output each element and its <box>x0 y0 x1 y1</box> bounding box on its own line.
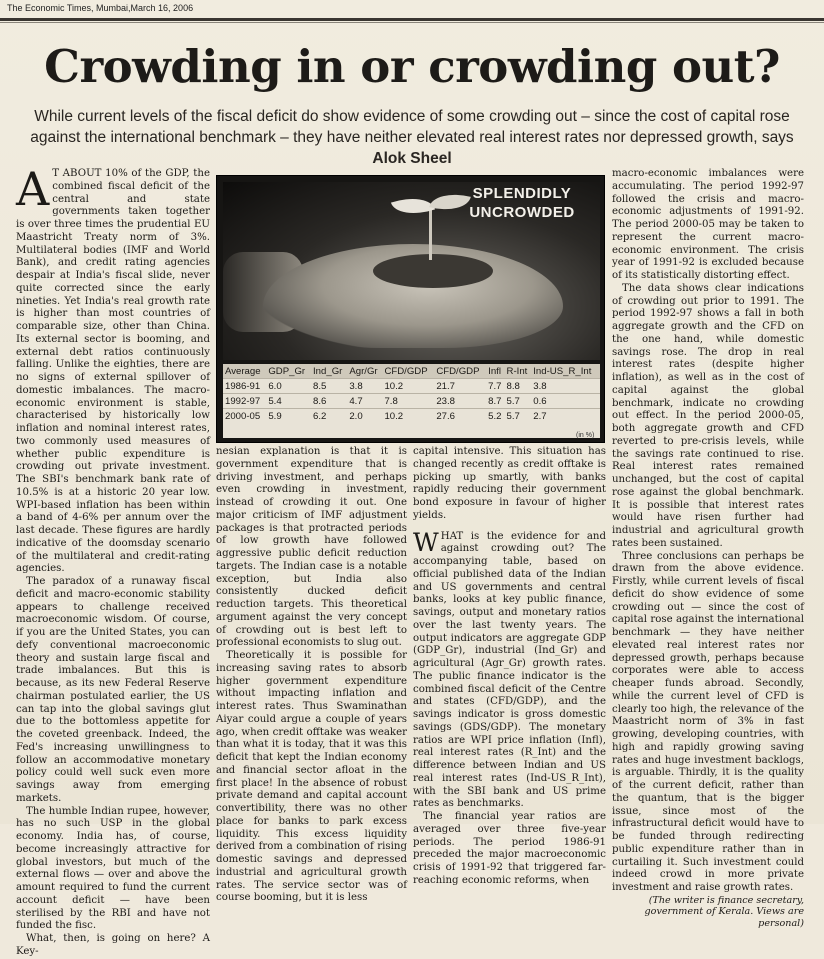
table-cell: 6.2 <box>311 409 347 424</box>
top-rule <box>0 18 824 21</box>
table-header-cell: GDP_Gr <box>266 364 311 379</box>
table-cell: 5.4 <box>266 394 311 409</box>
drop-cap: W <box>413 527 439 557</box>
paragraph: The humble Indian rupee, however, has no such USP in the global economy. India has, of course, become increasingly attractive for global investors, but much of the external flows — over and above the amount required to fund the current account deficit — have been sterilised by the RBI and have not funded the fisc. <box>16 805 210 932</box>
paragraph: The data shows clear indications of crowding out prior to 1991. The period 1992-97 shows a fall in both aggregate growth and the CFD on the one hand, while domestic savings rose. The drop in real interest rates (despite higher inflation), as well as in the cost of capital against the global benchmark, indicate no crowding out effect. In the period 2000-05, both aggregate growth and CFD reverted to pre-crisis levels, while the savings rate continued to rise. Real interest rates remained unchanged, but the cost of capital rose against the global benchmark. It is possible that interest rates would have risen further had industrial and agricultural growth rates been sustained. <box>612 282 804 549</box>
standfirst-text: While current levels of the fiscal deficit do show evidence of some crowding out – since the cost of capital rose against the international benchmark – they have neither elevated real interest rates nor depressed growth, says <box>30 108 794 146</box>
table-cell: 21.7 <box>434 379 486 394</box>
soil-shape <box>373 254 493 288</box>
table-cell: 3.8 <box>531 379 600 394</box>
table-cell: 1992-97 <box>223 394 266 409</box>
article-column-1 <box>16 162 210 959</box>
table-cell: 2.0 <box>347 409 382 424</box>
table-cell: 8.5 <box>311 379 347 394</box>
paragraph: Theoretically it is possible for increasing saving rates to absorb higher government expenditure without impacting inflation and interest rates. Thus Swaminathan Aiyar could argue a couple of years ago, when credit offtake was weaker than what it is today, that it was this deficit that kept the Indian economy and financial sector afloat in the first place! In the absence of robust private demand and capital account convertibility, there was no other place for banks to park excess liquidity. This excess liquidity derived from a combination of rising domestic savings and depressed industrial and agricultural growth rates. The service sector was of course booming, but it is less <box>216 650 407 904</box>
paragraph: A T ABOUT 10% of the GDP, the combined fiscal deficit of the central and state governments taken together is over three times the prudential EU Maastricht Treaty norm of 3%. Multilateral bodies (IMF and World Bank), and credit rating agencies despair at India's fiscal slide, never quite corrected since the early nineties. Yet India's real growth rate is higher than most countries of comparable size, other than China. Its external sector is booming, and external debt ratios continuously falling. Unlike the eighties, there are no signs of external spillover of domestic imbalances. The macro-economic environment is stable, characterised by historically low inflation and nominal interest rates, two commonly used measures of whether public expenditure is crowding out private investment. The SBI's benchmark bank rate of 10.5% is at a historic 20 year low. WPI-based inflation has been within a band of 4-6% per annum over the last decade. These figures are hardly indicative of the doomsday scenario of the multilateral and credit-rating agencies. <box>16 162 210 575</box>
graphic-title-line-2: UNCROWDED <box>469 204 575 221</box>
source-line: The Economic Times, Mumbai,March 16, 2006 <box>7 3 194 13</box>
table-cell: 8.8 <box>505 379 532 394</box>
table-cell: 27.6 <box>434 409 486 424</box>
table-cell: 1986-91 <box>223 379 266 394</box>
table-cell: 0.6 <box>531 394 600 409</box>
article-column-3 <box>413 446 606 888</box>
table-header-cell: Ind_Gr <box>311 364 347 379</box>
author-name: Alok Sheel <box>372 150 452 167</box>
table-cell: 10.2 <box>382 379 434 394</box>
table-header-cell: CFD/GDP <box>434 364 486 379</box>
unit-note: (in %) <box>576 432 595 439</box>
table-cell: 8.7 <box>486 394 504 409</box>
paragraph: What, then, is going on here? A Key- <box>16 933 210 957</box>
table-cell: 23.8 <box>434 394 486 409</box>
table-header-cell: R-Int <box>505 364 532 379</box>
table-header-cell: Ind-US_R_Int <box>531 364 600 379</box>
seedling-stem <box>429 204 432 260</box>
article-column-2 <box>216 446 407 905</box>
table-header-cell: CFD/GDP <box>382 364 434 379</box>
table-cell: 5.9 <box>266 409 311 424</box>
table-row <box>223 409 600 424</box>
table-header-row <box>223 364 600 379</box>
table-row <box>223 379 600 394</box>
table-cell: 2000-05 <box>223 409 266 424</box>
paragraph: capital intensive. This situation has changed recently as credit offtake is picking up smartly, with banks rapidly reducing their government bond exposure in favour of higher yields. <box>413 446 606 521</box>
table-body <box>223 379 600 424</box>
table-cell: 5.7 <box>505 409 532 424</box>
table-header-cell: Average <box>223 364 266 379</box>
drop-cap: A <box>16 162 50 216</box>
paragraph: The financial year ratios are averaged over three five-year periods. The period 1986-91 preceded the major macroeconomic crisis of 1991-92 that triggered far-reaching economic reforms, when <box>413 811 606 886</box>
indicator-table <box>223 364 600 423</box>
table-cell: 7.7 <box>486 379 504 394</box>
paragraph: Three conclusions can perhaps be drawn from the above evidence. Firstly, while current levels of fiscal deficit do show evidence of some crowding out — since the cost of capital rose against the international benchmark — they have neither elevated real interest rates nor depressed growth, perhaps because corporates were able to access cheaper funds abroad. Secondly, while the current level of CFD is clearly too high, the relevance of the Maastricht norm of 3% in fast growing, developing countries, with high and rapidly growing saving rates and huge investment backlogs, is arguable. Thirdly, it is the quality of the current deficit, rather than the quantum, that is the bigger issue, since most of the infrastructural deficit would have to be funded through redirecting public expenditure rather than in curtailing it. Such investment could indeed crowd in more private investment and raise growth rates. <box>612 550 804 893</box>
graphic-title-line-1: SPLENDIDLY <box>472 185 572 202</box>
top-rule-thin <box>0 22 824 23</box>
table-header-cell: Infl <box>486 364 504 379</box>
table-cell: 6.0 <box>266 379 311 394</box>
table-cell: 8.6 <box>311 394 347 409</box>
graphic-box <box>216 175 605 443</box>
standfirst <box>14 106 810 169</box>
author-note: (The writer is finance secretary, government of Kerala. Views are personal) <box>644 894 804 929</box>
table-cell: 3.8 <box>347 379 382 394</box>
paragraph: WHAT is the evidence for and against crowding out? The accompanying table, based on official published data of the Indian and US governments and central banks, looks at key public finance, savings, output and monetary ratios over the last twenty years. The output indicators are aggregate GDP (GDP_Gr), industrial (Ind_Gr) and agricultural (Agr_Gr) growth rates. The public finance indicator is the combined fiscal deficit of the Centre and states (CFD/GDP), and the savings indicator is gross domestic savings (GDS/GDP). The monetary ratios are WPI price inflation (Infl), real interest rates (R_Int) and the difference between Indian and US real interest rates (Ind-US_R_Int), with the SBI bank and US prime rates as benchmarks. <box>413 527 606 810</box>
paragraph: macro-economic imbalances were accumulating. The period 1992-97 followed the crisis and macro-economic adjustments of 1991-92. The period 2000-05 may be taken to represent the current macro-economic environment. The crisis year of 1991-92 is excluded because of its statistically distorting effect. <box>612 168 804 281</box>
headline: Crowding in or crowding out? <box>44 40 780 93</box>
graphic-title <box>462 184 582 222</box>
paragraph: The paradox of a runaway fiscal deficit and macro-economic stability appears to challenge received macroeconomic wisdom. Of course, if you are the United States, you can defy conventional macroeconomic theory and sustain large fiscal and trade imbalances. But this is because, as its new Federal Reserve chairman postulated earlier, the US can tap into the global savings glut due to the bottomless appetite for the coveted greenback. Indeed, the Fed's increasing unwillingness to follow an accommodative monetary policy could well suck even more savings away from emerging markets. <box>16 576 210 804</box>
table-header-cell: Agr/Gr <box>347 364 382 379</box>
table-cell: 5.2 <box>486 409 504 424</box>
table-cell: 2.7 <box>531 409 600 424</box>
table-row <box>223 394 600 409</box>
table-cell: 5.7 <box>505 394 532 409</box>
data-table <box>223 364 600 438</box>
table-cell: 4.7 <box>347 394 382 409</box>
article-column-4 <box>612 168 804 929</box>
table-cell: 10.2 <box>382 409 434 424</box>
paragraph: nesian explanation is that it is government expenditure that is driving investment, and perhaps even crowding in investment, instead of crowding it out. One major criticism of IMF adjustment packages is that protracted periods of low growth have followed aggressive public deficit reduction targets. The Indian case is a notable exception, but India also consistently ducked deficit reduction targets. This theoretical argument against the very concept of crowding out is best left to professional economists to slug out. <box>216 446 407 649</box>
table-cell: 7.8 <box>382 394 434 409</box>
